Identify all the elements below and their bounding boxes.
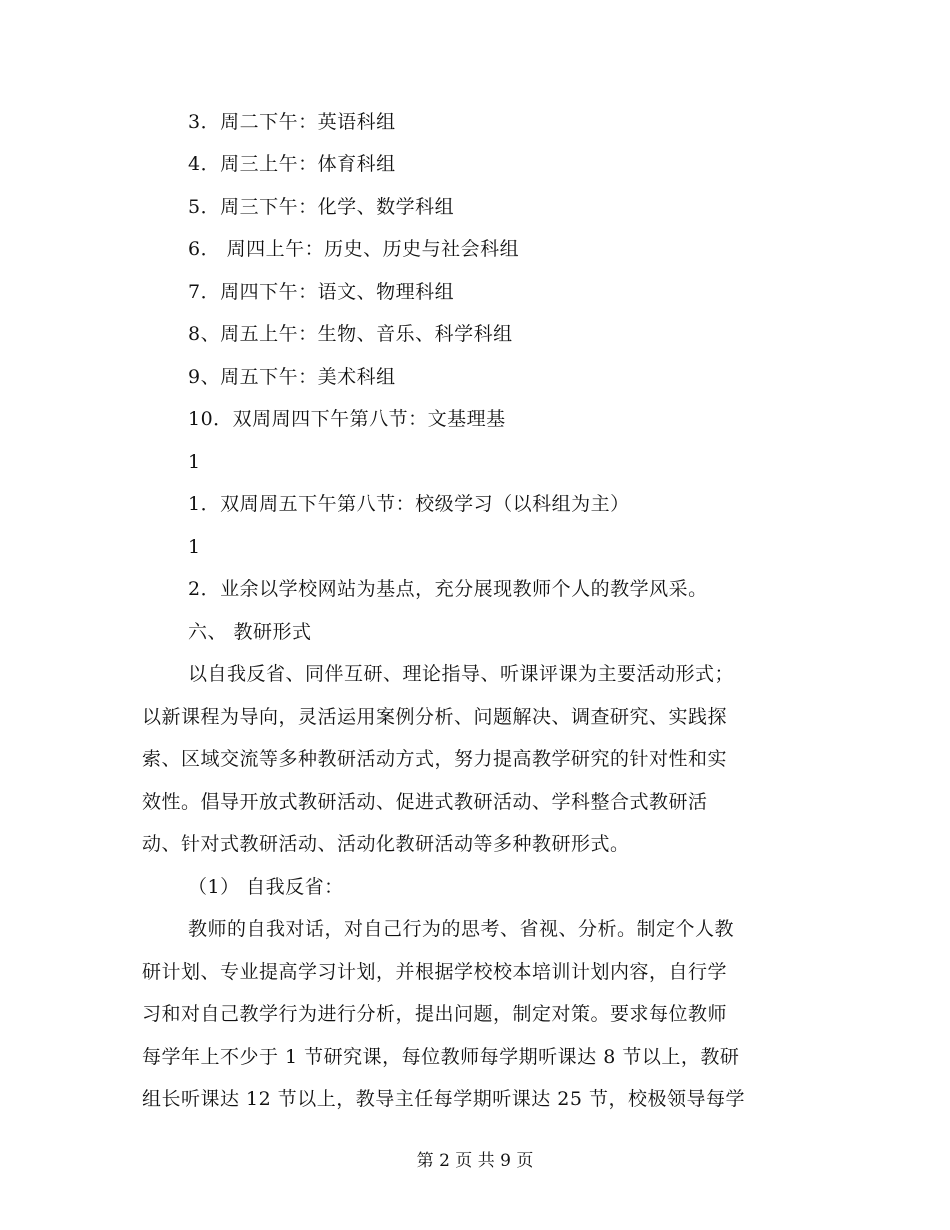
list-item: 4．周三上午：体育科组 [188, 153, 396, 175]
list-item: 8、周五上午：生物、音乐、科学科组 [188, 323, 513, 345]
paragraph-line: 教师的自我对话，对自己行为的思考、省视、分析。制定个人教 [188, 918, 735, 940]
list-item: 1．双周周五下午第八节：校级学习（以科组为主） [188, 493, 630, 515]
list-item: 6． 周四上午：历史、历史与社会科组 [188, 238, 520, 260]
stray-number: 1 [188, 451, 201, 473]
paragraph-line: 动、针对式教研活动、活动化教研活动等多种教研形式。 [142, 833, 630, 855]
list-item: 9、周五下午：美术科组 [188, 366, 396, 388]
subheading: （1） 自我反省： [188, 876, 344, 898]
stray-number: 1 [188, 536, 201, 558]
paragraph-line: 组长听课达 12 节以上，教导主任每学期听课达 25 节，校极领导每学 [142, 1088, 746, 1110]
list-item: 7．周四下午：语文、物理科组 [188, 281, 455, 303]
paragraph-line: 习和对自己教学行为进行分析，提出问题，制定对策。要求每位教师 [142, 1003, 728, 1025]
paragraph-line: 以自我反省、同伴互研、理论指导、听课评课为主要活动形式； [188, 663, 735, 685]
list-item: 3．周二下午：英语科组 [188, 111, 396, 133]
section-heading: 六、 教研形式 [188, 621, 312, 643]
page-footer: 第 2 页 共 9 页 [416, 1151, 534, 1171]
list-item: 5．周三下午：化学、数学科组 [188, 196, 455, 218]
paragraph-line: 以新课程为导向，灵活运用案例分析、问题解决、调查研究、实践探 [142, 706, 728, 728]
paragraph-line: 每学年上不少于 1 节研究课，每位教师每学期听课达 8 节以上，教研 [142, 1046, 740, 1068]
list-item: 10．双周周四下午第八节：文基理基 [188, 408, 506, 430]
list-item: 2．业余以学校网站为基点，充分展现教师个人的教学风采。 [188, 578, 708, 600]
paragraph-line: 研计划、专业提高学习计划，并根据学校校本培训计划内容，自行学 [142, 961, 728, 983]
paragraph-line: 索、区域交流等多种教研活动方式，努力提高教学研究的针对性和实 [142, 748, 728, 770]
paragraph-line: 效性。倡导开放式教研活动、促进式教研活动、学科整合式教研活 [142, 791, 708, 813]
